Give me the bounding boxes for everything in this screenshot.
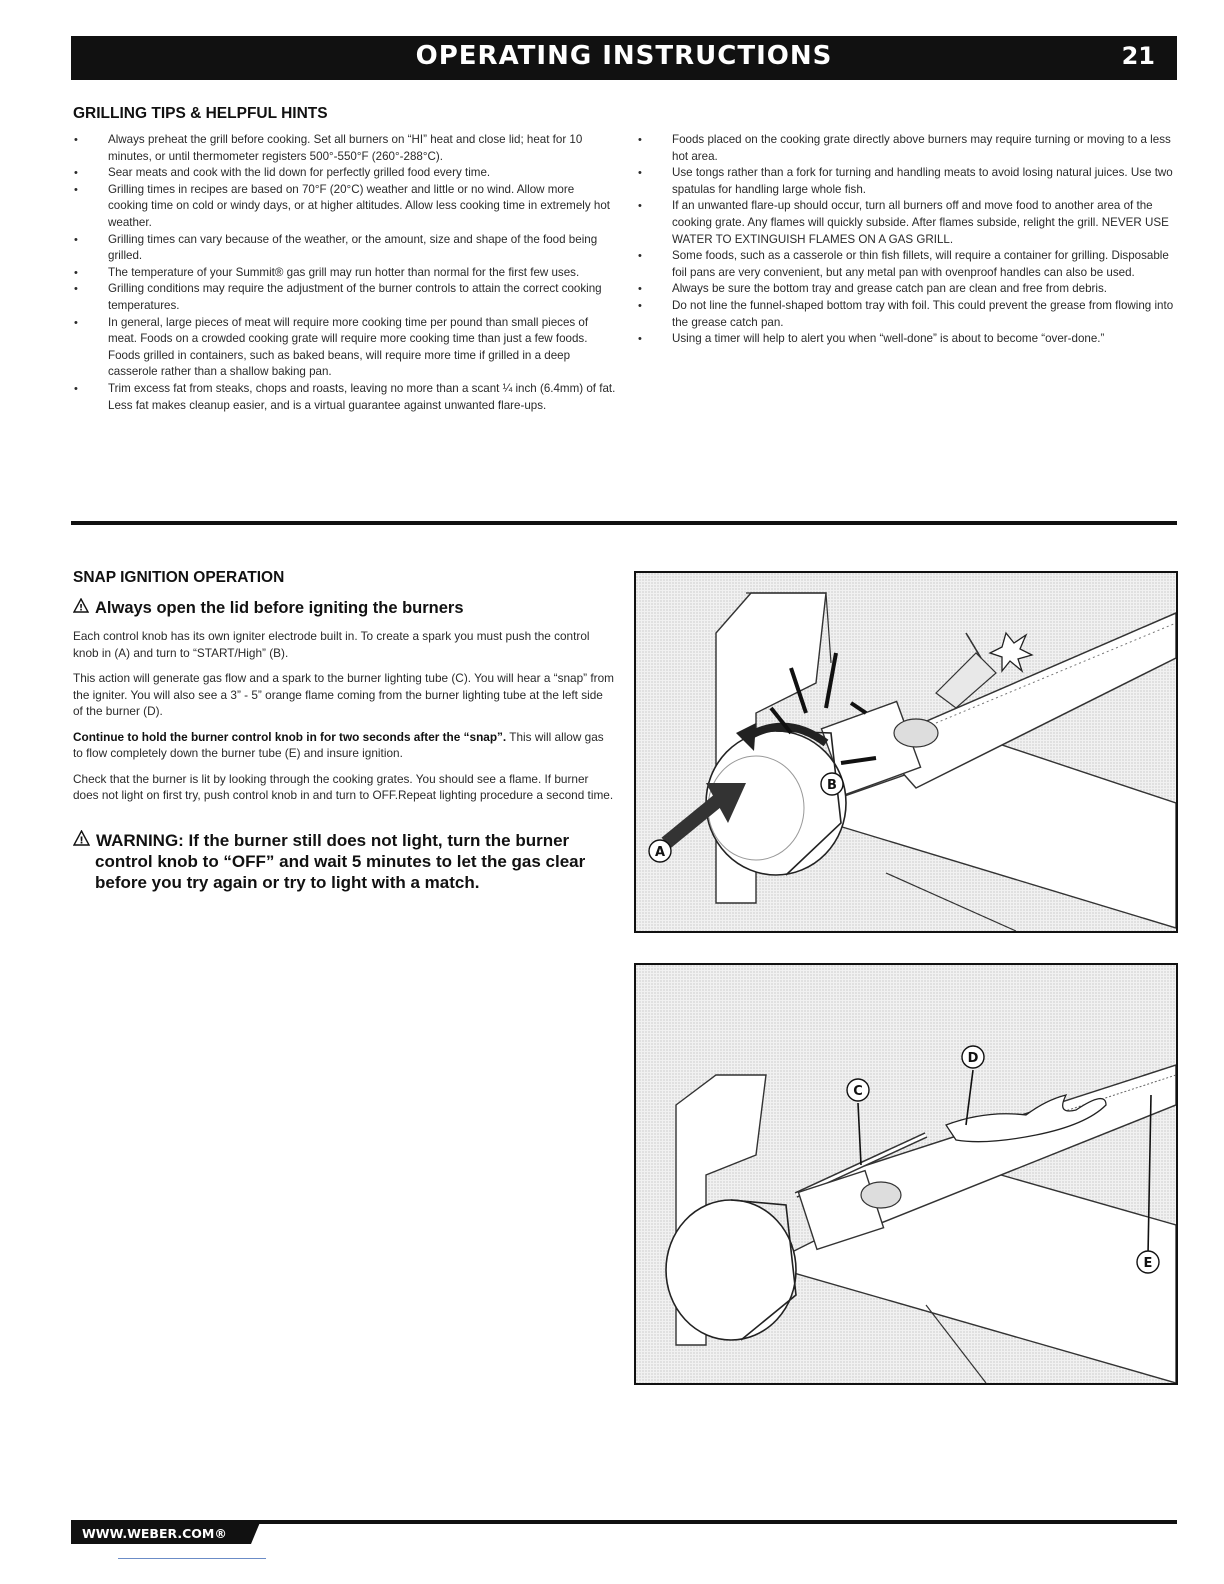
tip-item	[72, 315, 617, 381]
tip-text: Grilling times in recipes are based on 70°F (20°C) weather and little or no wind. Allow more cooking time on cold or windy days, or at higher altitudes. Allow less cooking time in extremely hot weather.	[108, 182, 610, 229]
tip-item	[72, 281, 617, 314]
snap-paragraph-3-bold: Continue to hold the burner control knob in for two seconds after the “snap”.	[73, 729, 507, 744]
tip-item	[636, 331, 1177, 348]
snap-paragraph-3	[73, 729, 615, 762]
ignition-figure-burner	[634, 963, 1178, 1385]
relight-warning-line-2: control knob to “OFF” and wait 5 minutes to let the gas clear	[95, 852, 586, 871]
tips-right-list	[636, 132, 1177, 348]
relight-warning-line-3: before you try again or try to light with a match.	[95, 873, 480, 892]
label-a: A	[654, 845, 666, 860]
tip-text: Always preheat the grill before cooking. Set all burners on “HI” heat and close lid; heat for 10 minutes, or until thermometer registers 500°-550°F (260°-288°C).	[108, 133, 583, 163]
label-e: E	[1143, 1256, 1153, 1271]
tips-left-column	[72, 132, 617, 414]
snap-paragraph-1: Each control knob has its own igniter electrode built in. To create a spark you must push the control knob in (A) and turn to “START/High” (B).	[73, 629, 590, 660]
bullet-icon: •	[74, 382, 78, 395]
warning-triangle-icon	[73, 598, 89, 618]
bullet-icon: •	[638, 299, 642, 312]
tips-right-column	[636, 132, 1177, 348]
tip-text: Using a timer will help to alert you when “well-done” is about to become “over-done.”	[672, 332, 1105, 346]
bullet-icon: •	[638, 167, 642, 180]
relight-warning	[73, 830, 618, 893]
tip-text: Foods placed on the cooking grate directly above burners may require turning or moving to a less hot area.	[672, 133, 1171, 163]
label-d: D	[967, 1051, 979, 1066]
tip-item	[72, 265, 617, 282]
label-b: B	[827, 778, 837, 793]
tip-item	[72, 165, 617, 182]
snap-paragraph-2: This action will generate gas flow and a spark to the burner lighting tube (C). You will hear a “snap” from the igniter. You will also see a 3” - 5” orange flame coming from the burner lighting tube at the left side of the burner (D).	[73, 671, 614, 718]
tip-item	[636, 298, 1177, 331]
label-c: C	[853, 1084, 863, 1099]
snap-ignition-body	[73, 628, 615, 813]
tip-item	[72, 132, 617, 165]
lid-warning-text: Always open the lid before igniting the burners	[95, 599, 464, 617]
tip-text: Grilling conditions may require the adjustment of the burner controls to attain the correct cooking temperatures.	[108, 282, 602, 312]
bullet-icon: •	[638, 250, 642, 263]
tip-item	[636, 198, 1177, 248]
section-divider	[71, 521, 1177, 525]
warning-triangle-icon	[73, 830, 90, 851]
tip-text: In general, large pieces of meat will require more cooking time per pound than small pieces of meat. Foods on a crowded cooking grate will require more cooking time than just a few foods. Foods grilled in containers, such as baked beans, will require more time if grilled in a deep casserole rather than a shallow baking pan.	[108, 315, 589, 379]
footer-url[interactable]: WWW.WEBER.COM®	[82, 1526, 227, 1541]
tip-text: Sear meats and cook with the lid down for perfectly grilled food every time.	[108, 166, 491, 180]
lid-warning	[73, 598, 464, 618]
bullet-icon: •	[74, 283, 78, 296]
tip-text: Use tongs rather than a fork for turning and handling meats to avoid losing natural juices. Use two spatulas for handling large whole fish.	[672, 166, 1173, 196]
tip-text: Trim excess fat from steaks, chops and roasts, leaving no more than a scant ¼ inch (6.4mm) of fat. Less fat makes cleanup easier, and is a virtual guarantee against unwanted flare-ups.	[108, 381, 616, 412]
bullet-icon: •	[638, 200, 642, 213]
relight-warning-text-1: WARNING: If the burner still does not light, turn the burner	[96, 831, 570, 850]
tip-item	[636, 132, 1177, 165]
bullet-icon: •	[638, 283, 642, 296]
svg-text:!: !	[79, 835, 84, 846]
tip-item	[72, 232, 617, 265]
tip-text: Do not line the funnel-shaped bottom tray with foil. This could prevent the grease from flowing into the grease catch pan.	[672, 298, 1174, 329]
bullet-icon: •	[74, 183, 78, 196]
snap-paragraph-3-rest: This will allow gas to flow completely down the burner tube (E) and insure ignition.	[73, 729, 604, 760]
ignition-figure-knob	[634, 571, 1178, 933]
tip-text: If an unwanted flare-up should occur, turn all burners off and move food to another area of the cooking grate. Any flames will quickly subside. After flames subside, relight the grill. NEVER USE WATER TO EXTINGUISH FLAMES ON A GAS GRILL.	[672, 199, 1169, 246]
bullet-icon: •	[74, 134, 78, 146]
bullet-icon: •	[638, 333, 642, 346]
header-bar	[71, 36, 1177, 80]
relight-warning-line-1	[73, 831, 569, 850]
bullet-icon: •	[74, 233, 78, 246]
svg-text:!: !	[78, 603, 84, 613]
tip-item	[72, 381, 617, 414]
page-number: 21	[1121, 42, 1155, 70]
tip-item	[636, 165, 1177, 198]
tip-text: Some foods, such as a casserole or thin fish fillets, will require a container for grilling. Disposable foil pans are very convenient, but any metal pan with ovenproof handles can also be used.	[672, 249, 1169, 279]
bullet-icon: •	[74, 266, 78, 279]
tip-text: Always be sure the bottom tray and grease catch pan are clean and free from debris.	[672, 282, 1108, 296]
bullet-icon: •	[638, 134, 642, 146]
snap-ignition-title: SNAP IGNITION OPERATION	[73, 569, 285, 586]
tip-item	[636, 281, 1177, 298]
snap-paragraph-4: Check that the burner is lit by looking through the cooking grates. You should see a flame. If burner does not light on first try, push control knob in and turn to OFF.Repeat lighting procedure a second time.	[73, 771, 614, 802]
bullet-icon: •	[74, 167, 78, 180]
tips-left-list	[72, 132, 617, 414]
page-title: OPERATING INSTRUCTIONS	[415, 41, 833, 71]
tip-item	[636, 248, 1177, 281]
tip-text: The temperature of your Summit® gas grill may run hotter than normal for the first few uses.	[108, 265, 580, 279]
footer-underline	[118, 1558, 266, 1559]
grilling-tips-title: GRILLING TIPS & HELPFUL HINTS	[73, 105, 328, 122]
tip-text: Grilling times can vary because of the weather, or the amount, size and shape of the food being grilled.	[108, 232, 598, 263]
bullet-icon: •	[74, 316, 78, 329]
tip-item	[72, 182, 617, 232]
